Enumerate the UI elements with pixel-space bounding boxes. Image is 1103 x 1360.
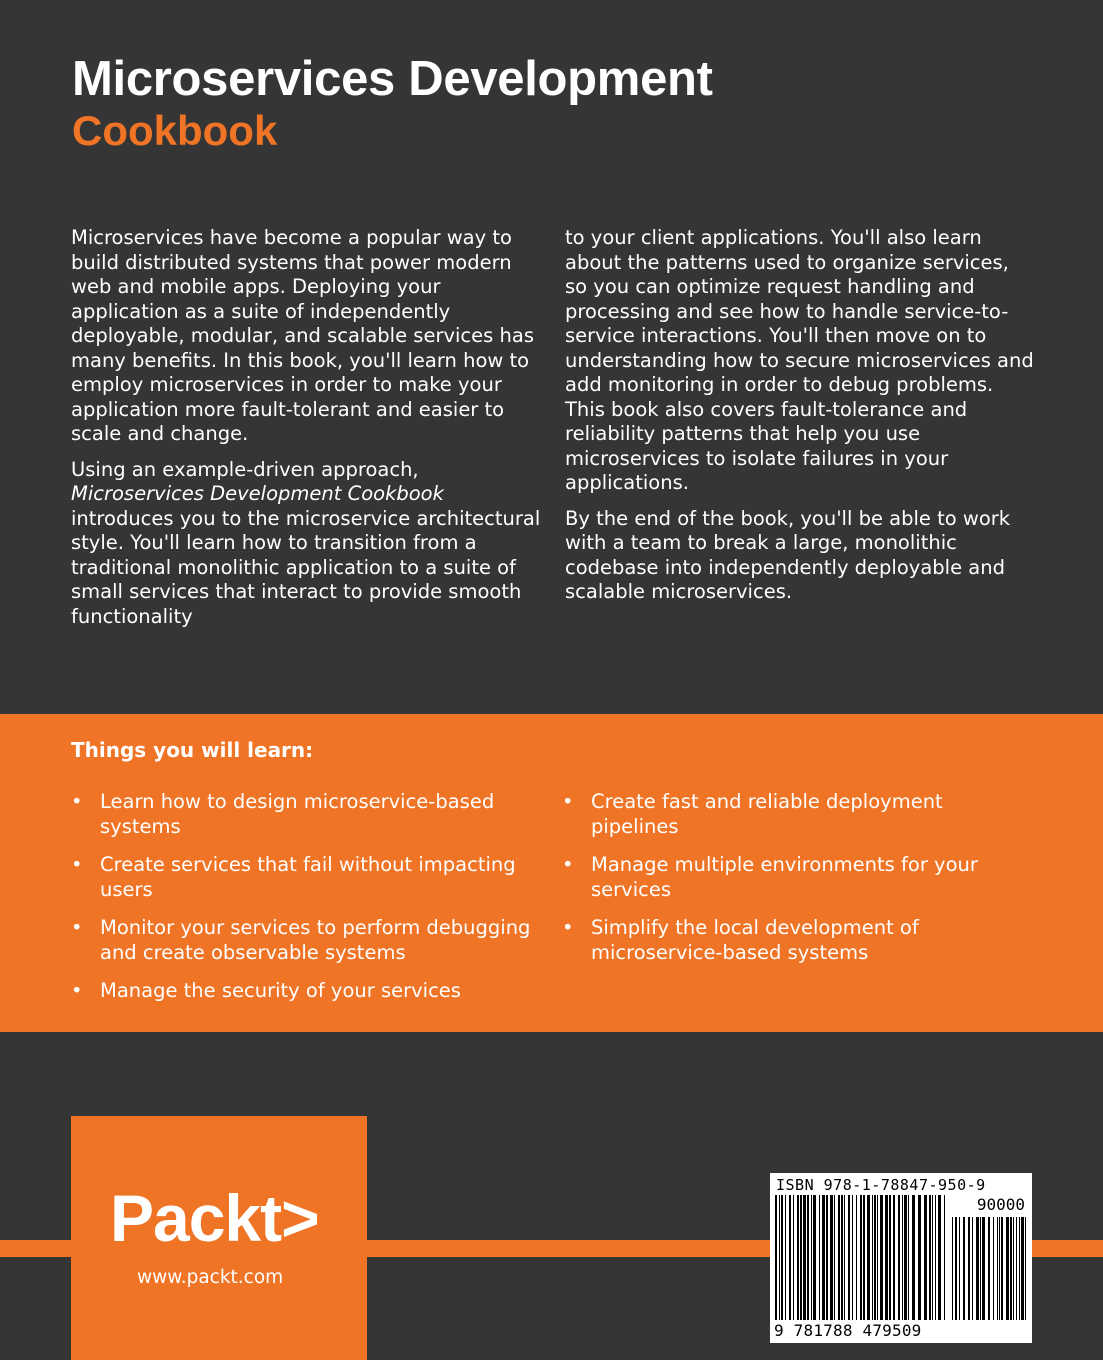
bullet-icon: • [71,853,83,876]
barcode-bar [1001,1217,1003,1320]
barcode-bar [811,1195,812,1320]
learn-list-right [562,790,1032,979]
barcode-bar [912,1195,915,1320]
barcode-bar [1021,1217,1024,1320]
learn-item [71,916,541,965]
barcode-bar [904,1195,907,1320]
barcode-bar [952,1217,953,1320]
barcode-bar [800,1195,802,1320]
learn-item-text: Manage the security of your services [100,979,461,1002]
book-title: Microservices Development [72,52,713,106]
barcode-bar [834,1195,835,1320]
paragraph-text: By the end of the book, you'll be able to work with a team to break a large, monolithic codebase into independently deployable and scalable microservices. [565,506,1011,603]
barcode-bar [918,1195,921,1320]
barcode-bar [785,1195,786,1320]
learn-item [71,790,541,839]
isbn-text: ISBN 978-1-78847-950-9 [776,1176,986,1194]
barcode-bar [1006,1217,1009,1320]
barcode-bar [976,1217,979,1320]
learn-item-text: Manage multiple environments for your services [591,853,978,901]
barcode-bar [959,1217,960,1320]
barcode-bar [997,1217,998,1320]
barcode-bar [775,1195,777,1320]
learn-item [562,790,1032,839]
barcode-bar [838,1195,840,1320]
barcode-bar [797,1195,799,1320]
learn-item-text: Simplify the local development of microservice-based systems [591,916,919,964]
barcode-bar [889,1195,891,1320]
barcode-bar [880,1195,883,1320]
barcode-bar [955,1217,957,1320]
paragraph-text: to your client applications. You'll also learn about the patterns used to organize services, so you can optimize request handling and processing and see how to handle service-to-service interactions. You'll then move on to understanding how to secure microservices and add monitoring in order to debug problems. This book also covers fault-tolerance and reliability patterns that help you use microservices to isolate failures in your applications. [565,226,1034,494]
barcode-bar [852,1195,853,1320]
barcode-addon-number: 90000 [976,1195,1025,1214]
barcode-bar [972,1217,973,1320]
barcode-bar [1025,1217,1026,1320]
barcode-bar [1019,1217,1020,1320]
barcode-bar [844,1195,845,1320]
barcode-bar [863,1195,865,1320]
barcode-bar [822,1195,825,1320]
book-subtitle: Cookbook [72,107,278,154]
bullet-icon: • [562,790,574,813]
description-paragraph [71,226,551,447]
barcode-bar [867,1195,870,1320]
barcode-bar [789,1195,791,1320]
barcode-bar [968,1217,970,1320]
barcode-bar [781,1195,783,1320]
description-paragraph [565,507,1035,605]
barcode-bar [872,1195,873,1320]
bullet-icon: • [71,916,83,939]
learn-item-text: Create fast and reliable deployment pipelines [591,790,943,838]
bullet-icon: • [71,790,83,813]
barcode-bar [1010,1217,1012,1320]
isbn-barcode [770,1173,1032,1343]
barcode-digits: 9 781788 479509 [774,1321,922,1340]
barcode-bar [944,1195,945,1320]
barcode-bar [1013,1217,1014,1320]
barcode-bar [874,1195,876,1320]
description-left-column [71,226,551,640]
barcode-bar [932,1195,933,1320]
barcode-bar [908,1195,909,1320]
book-title-italic: Microservices Development Cookbook [71,482,444,505]
packt-logo: Packt> [110,1181,319,1255]
barcode-bar [988,1217,990,1320]
learn-item-text: Monitor your services to perform debugging and create observable systems [100,916,531,964]
learn-item [71,979,541,1004]
publisher-url[interactable]: www.packt.com [137,1267,284,1288]
barcode-bar [929,1195,931,1320]
barcode-bar [1016,1217,1017,1320]
bullet-icon: • [562,853,574,876]
learn-item-text: Learn how to design microservice-based systems [100,790,495,838]
learn-item [562,853,1032,902]
barcode-bar [980,1217,981,1320]
barcode-bar [803,1195,806,1320]
barcode-bar [830,1195,833,1320]
learn-item [562,916,1032,965]
barcode-bar [793,1195,794,1320]
bullet-icon: • [71,979,83,1002]
barcode-bar [982,1217,985,1320]
barcode-bar [848,1195,850,1320]
paragraph-text: Microservices have become a popular way to build distributed systems that power modern web and mobile apps. Deploying your application as a suite of independently deployable, modular, and scalable services has many benefits. In this book, you'll learn how to employ microservices in order to make your application more fault-tolerant and easier to scale and change. [71,226,534,445]
learn-item-text: Create services that fail without impacting users [100,853,516,901]
bullet-icon: • [562,916,574,939]
barcode-bar [902,1195,903,1320]
paragraph-text: introduces you to the microservice architectural style. You'll learn how to transition from a traditional monolithic application to a suite of small services that interact to provide smooth functionality [71,506,541,628]
learn-list-left [71,790,541,1018]
barcode-bar [898,1195,900,1320]
paragraph-text: Using an example-driven approach, [71,457,419,481]
learn-heading: Things you will learn: [71,738,314,762]
description-paragraph [565,226,1035,496]
barcode-bar [935,1195,936,1320]
barcode-bar [999,1217,1000,1320]
barcode-bar [856,1195,857,1320]
barcode-bar [885,1195,888,1320]
barcode-bar [877,1195,878,1320]
learn-item [71,853,541,902]
barcode-bar [893,1195,895,1320]
description-right-column [565,226,1035,616]
barcode-bar [924,1195,927,1320]
barcode-bar [963,1217,965,1320]
barcode-bar [938,1195,941,1320]
barcode-bar [819,1195,820,1320]
barcode-bar [860,1195,862,1320]
barcode-bar [779,1195,780,1320]
barcode-bars-icon [770,1173,1032,1343]
description-paragraph [71,458,551,630]
barcode-bar [826,1195,828,1320]
barcode-bar [993,1217,994,1320]
barcode-bar [807,1195,809,1320]
barcode-bar [813,1195,816,1320]
barcode-bar [841,1195,843,1320]
